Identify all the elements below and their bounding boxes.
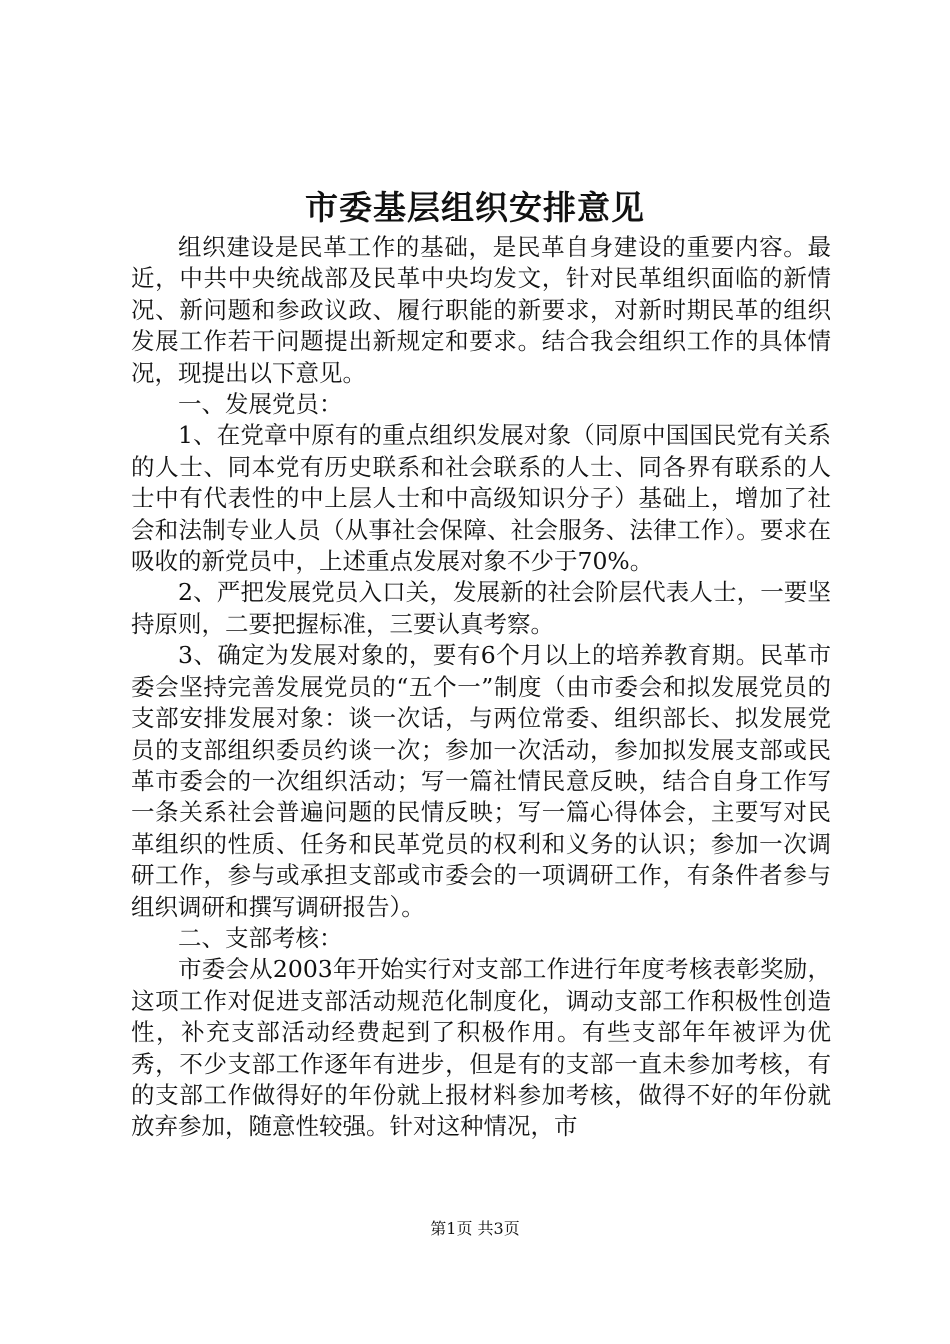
document-body — [131, 232, 831, 1143]
document-title: 市委基层组织安排意见 — [305, 188, 645, 227]
page-footer: 第1页 共3页 — [430, 1219, 520, 1238]
assessment-paragraph: 市委会从2003年开始实行对支部工作进行年度考核表彰奖励，这项工作对促进支部活动规范化制度化，调动支部工作积极性创造性，补充支部活动经费起到了积极作用。有些支部年年被评为优秀，不少支部工作逐年有进步，但是有的支部一直未参加考核，有的支部工作做得好的年份就上报材料参加考核，做得不好的年份就放弃参加，随意性较强。针对这种情况，市 — [131, 955, 831, 1141]
section-heading-branch-assessment: 二、支部考核： — [178, 923, 343, 952]
item-paragraph-3: 3、确定为发展对象的，要有6个月以上的培养教育期。民革市委会坚持完善发展党员的“五个一”制度（由市委会和拟发展党员的支部安排发展对象：谈一次话，与两位常委、组织部长、拟发展党员的支部组织委员约谈一次；参加一次活动，参加拟发展支部或民革市委会的一次组织活动；写一篇社情民意反映，结合自身工作写一条关系社会普遍问题的民情反映；写一篇心得体会，主要写对民革组织的性质、任务和民革党员的权利和义务的认识；参加一次调研工作，参与或承担支部或市委会的一项调研工作，有条件者参与组织调研和撰写调研报告）。 — [131, 641, 831, 921]
item-paragraph-1: 1、在党章中原有的重点组织发展对象（同原中国国民党有关系的人士、同本党有历史联系和社会联系的人士、同各界有联系的人士中有代表性的中上层人士和中高级知识分子）基础上，增加了社会和法制专业人员（从事社会保障、社会服务、法律工作）。要求在吸收的新党员中，上述重点发展对象不少于70%。 — [131, 421, 831, 576]
intro-paragraph: 组织建设是民革工作的基础，是民革自身建设的重要内容。最近，中共中央统战部及民革中央均发文，针对民革组织面临的新情况、新问题和参政议政、履行职能的新要求，对新时期民革的组织发展工作若干问题提出新规定和要求。结合我会组织工作的具体情况，现提出以下意见。 — [131, 233, 831, 387]
section-heading-develop-members: 一、发展党员： — [178, 390, 343, 419]
item-paragraph-2: 2、严把发展党员入口关，发展新的社会阶层代表人士，一要坚持原则，二要把握标准，三要认真考察。 — [131, 578, 831, 638]
